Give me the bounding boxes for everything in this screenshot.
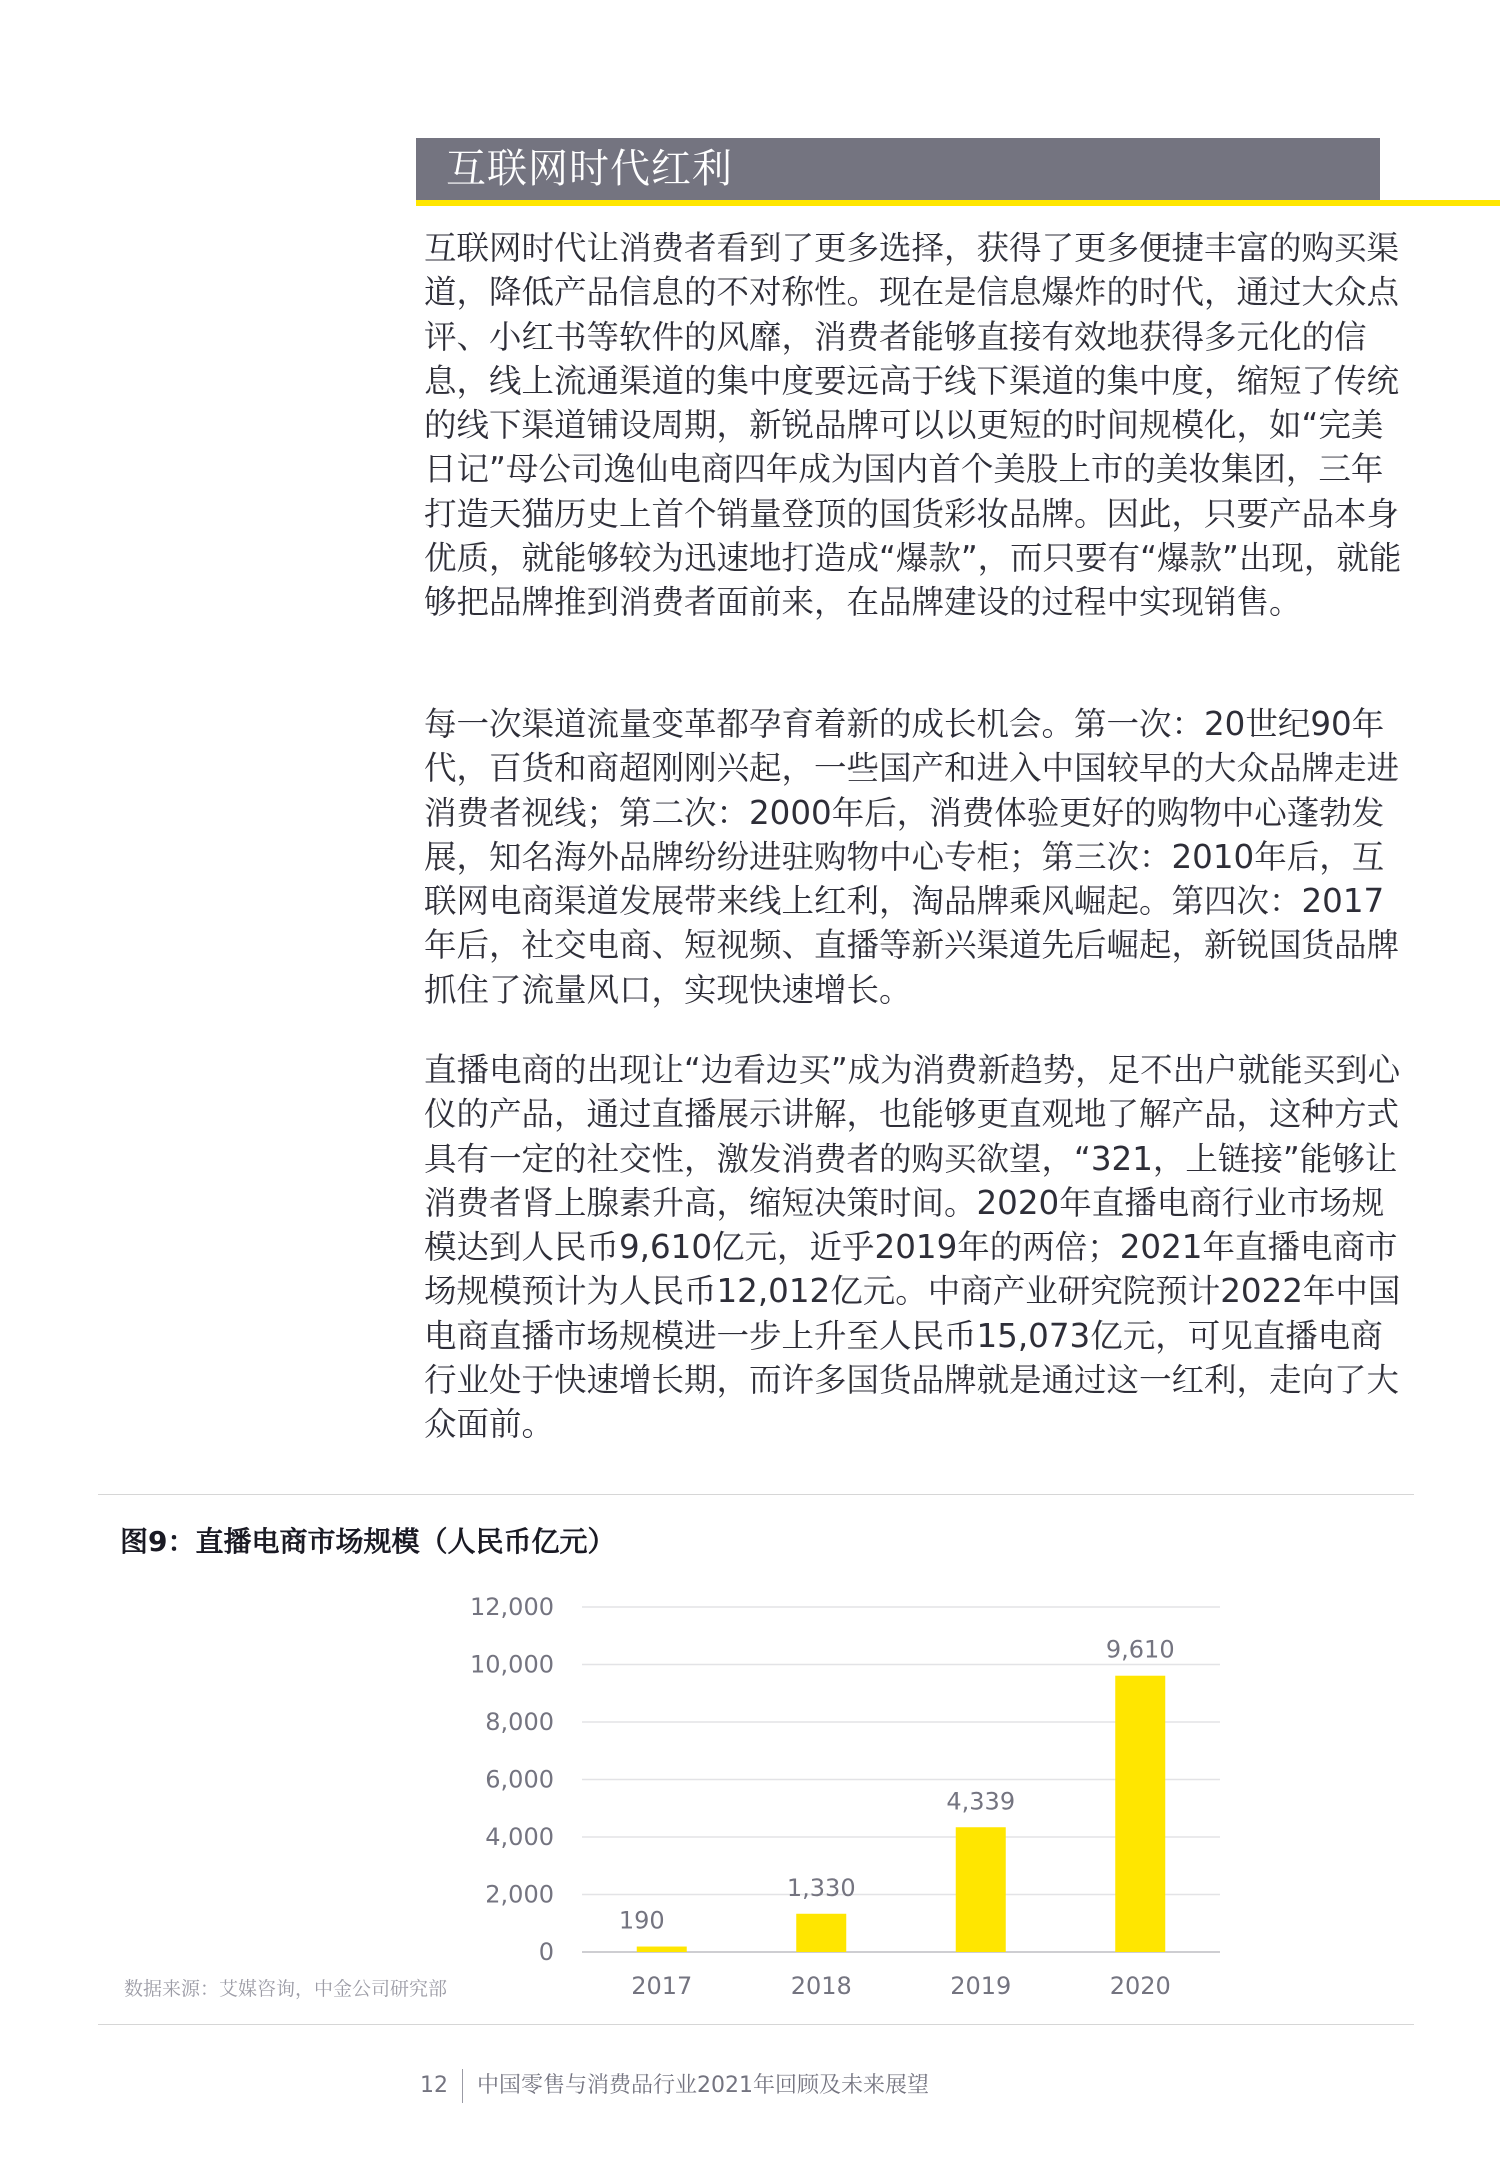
x-tick-label: 2020: [1109, 1972, 1171, 2000]
paragraph-channel-changes: 每一次渠道流量变革都孕育着新的成长机会。第一次：20世纪90年代，百货和商超刚刚兴起，一些国产和进入中国较早的大众品牌走进消费者视线；第二次：2000年后，消费体验更好的购物中心蓬勃发展，知名海外品牌纷纷进驻购物中心专柜；第三次：2010年后，互联网电商渠道发展带来线上红利，淘品牌乘风崛起。第四次：2017年后，社交电商、短视频、直播等新兴渠道先后崛起，新锐国货品牌抓住了流量风口，实现快速增长。: [424, 705, 1400, 1009]
data-label: 190: [618, 1906, 665, 1935]
bar-chart: [440, 1585, 1240, 2015]
bar: [956, 1827, 1006, 1952]
section-title: 互联网时代红利: [416, 138, 1380, 200]
bar: [796, 1914, 846, 1952]
footer-separator: [462, 2069, 463, 2103]
x-tick-label: 2017: [631, 1972, 693, 2000]
report-title: 中国零售与消费品行业2021年回顾及未来展望: [477, 2073, 929, 2098]
figure-top-divider: [98, 1494, 1414, 1495]
paragraph-live-commerce: 直播电商的出现让“边看边买”成为消费新趋势，足不出户就能买到心仪的产品，通过直播展示讲解，也能够更直观地了解产品，这种方式具有一定的社交性，激发消费者的购买欲望，“321，上链接”能够让消费者肾上腺素升高，缩短决策时间。2020年直播电商行业市场规模达到人民币9,610亿元，近乎2019年的两倍；2021年直播电商市场规模预计为人民币12,012亿元。中商产业研究院预计2022年中国电商直播市场规模进一步上升至人民币15,073亿元，可见直播电商行业处于快速增长期，而许多国货品牌就是通过这一红利，走向了大众面前。: [424, 1051, 1401, 1444]
y-tick-label: 4,000: [485, 1823, 554, 1851]
y-tick-label: 2,000: [485, 1880, 554, 1909]
y-tick-label: 8,000: [485, 1708, 554, 1736]
data-label: 9,610: [1105, 1635, 1175, 1664]
bar: [637, 1947, 687, 1952]
figure-bottom-divider: [98, 2024, 1414, 2025]
y-tick-label: 6,000: [485, 1765, 554, 1794]
y-tick-label: 10,000: [470, 1650, 554, 1679]
page-footer: [420, 2068, 929, 2103]
y-tick-label: 12,000: [470, 1593, 554, 1621]
data-label: 1,330: [786, 1873, 856, 1902]
page-number: 12: [420, 2073, 448, 2098]
x-tick-label: 2018: [790, 1972, 852, 2000]
data-label: 4,339: [946, 1787, 1016, 1816]
accent-rule: [416, 200, 1500, 206]
bar: [1115, 1676, 1165, 1952]
figure-title: 图9：直播电商市场规模（人民币亿元）: [120, 1525, 616, 1558]
data-source: 数据来源：艾媒咨询，中金公司研究部: [124, 1978, 448, 2000]
x-tick-label: 2019: [950, 1972, 1012, 2000]
paragraph-internet-dividend: 互联网时代让消费者看到了更多选择，获得了更多便捷丰富的购买渠道，降低产品信息的不对称性。现在是信息爆炸的时代，通过大众点评、小红书等软件的风靡，消费者能够直接有效地获得多元化的信息，线上流通渠道的集中度要远高于线下渠道的集中度，缩短了传统的线下渠道铺设周期，新锐品牌可以以更短的时间规模化，如“完美日记”母公司逸仙电商四年成为国内首个美股上市的美妆集团，三年打造天猫历史上首个销量登顶的国货彩妆品牌。因此，只要产品本身优质，就能够较为迅速地打造成“爆款”，而只要有“爆款”出现，就能够把品牌推到消费者面前来，在品牌建设的过程中实现销售。: [424, 229, 1402, 622]
y-tick-label: 0: [538, 1938, 554, 1966]
